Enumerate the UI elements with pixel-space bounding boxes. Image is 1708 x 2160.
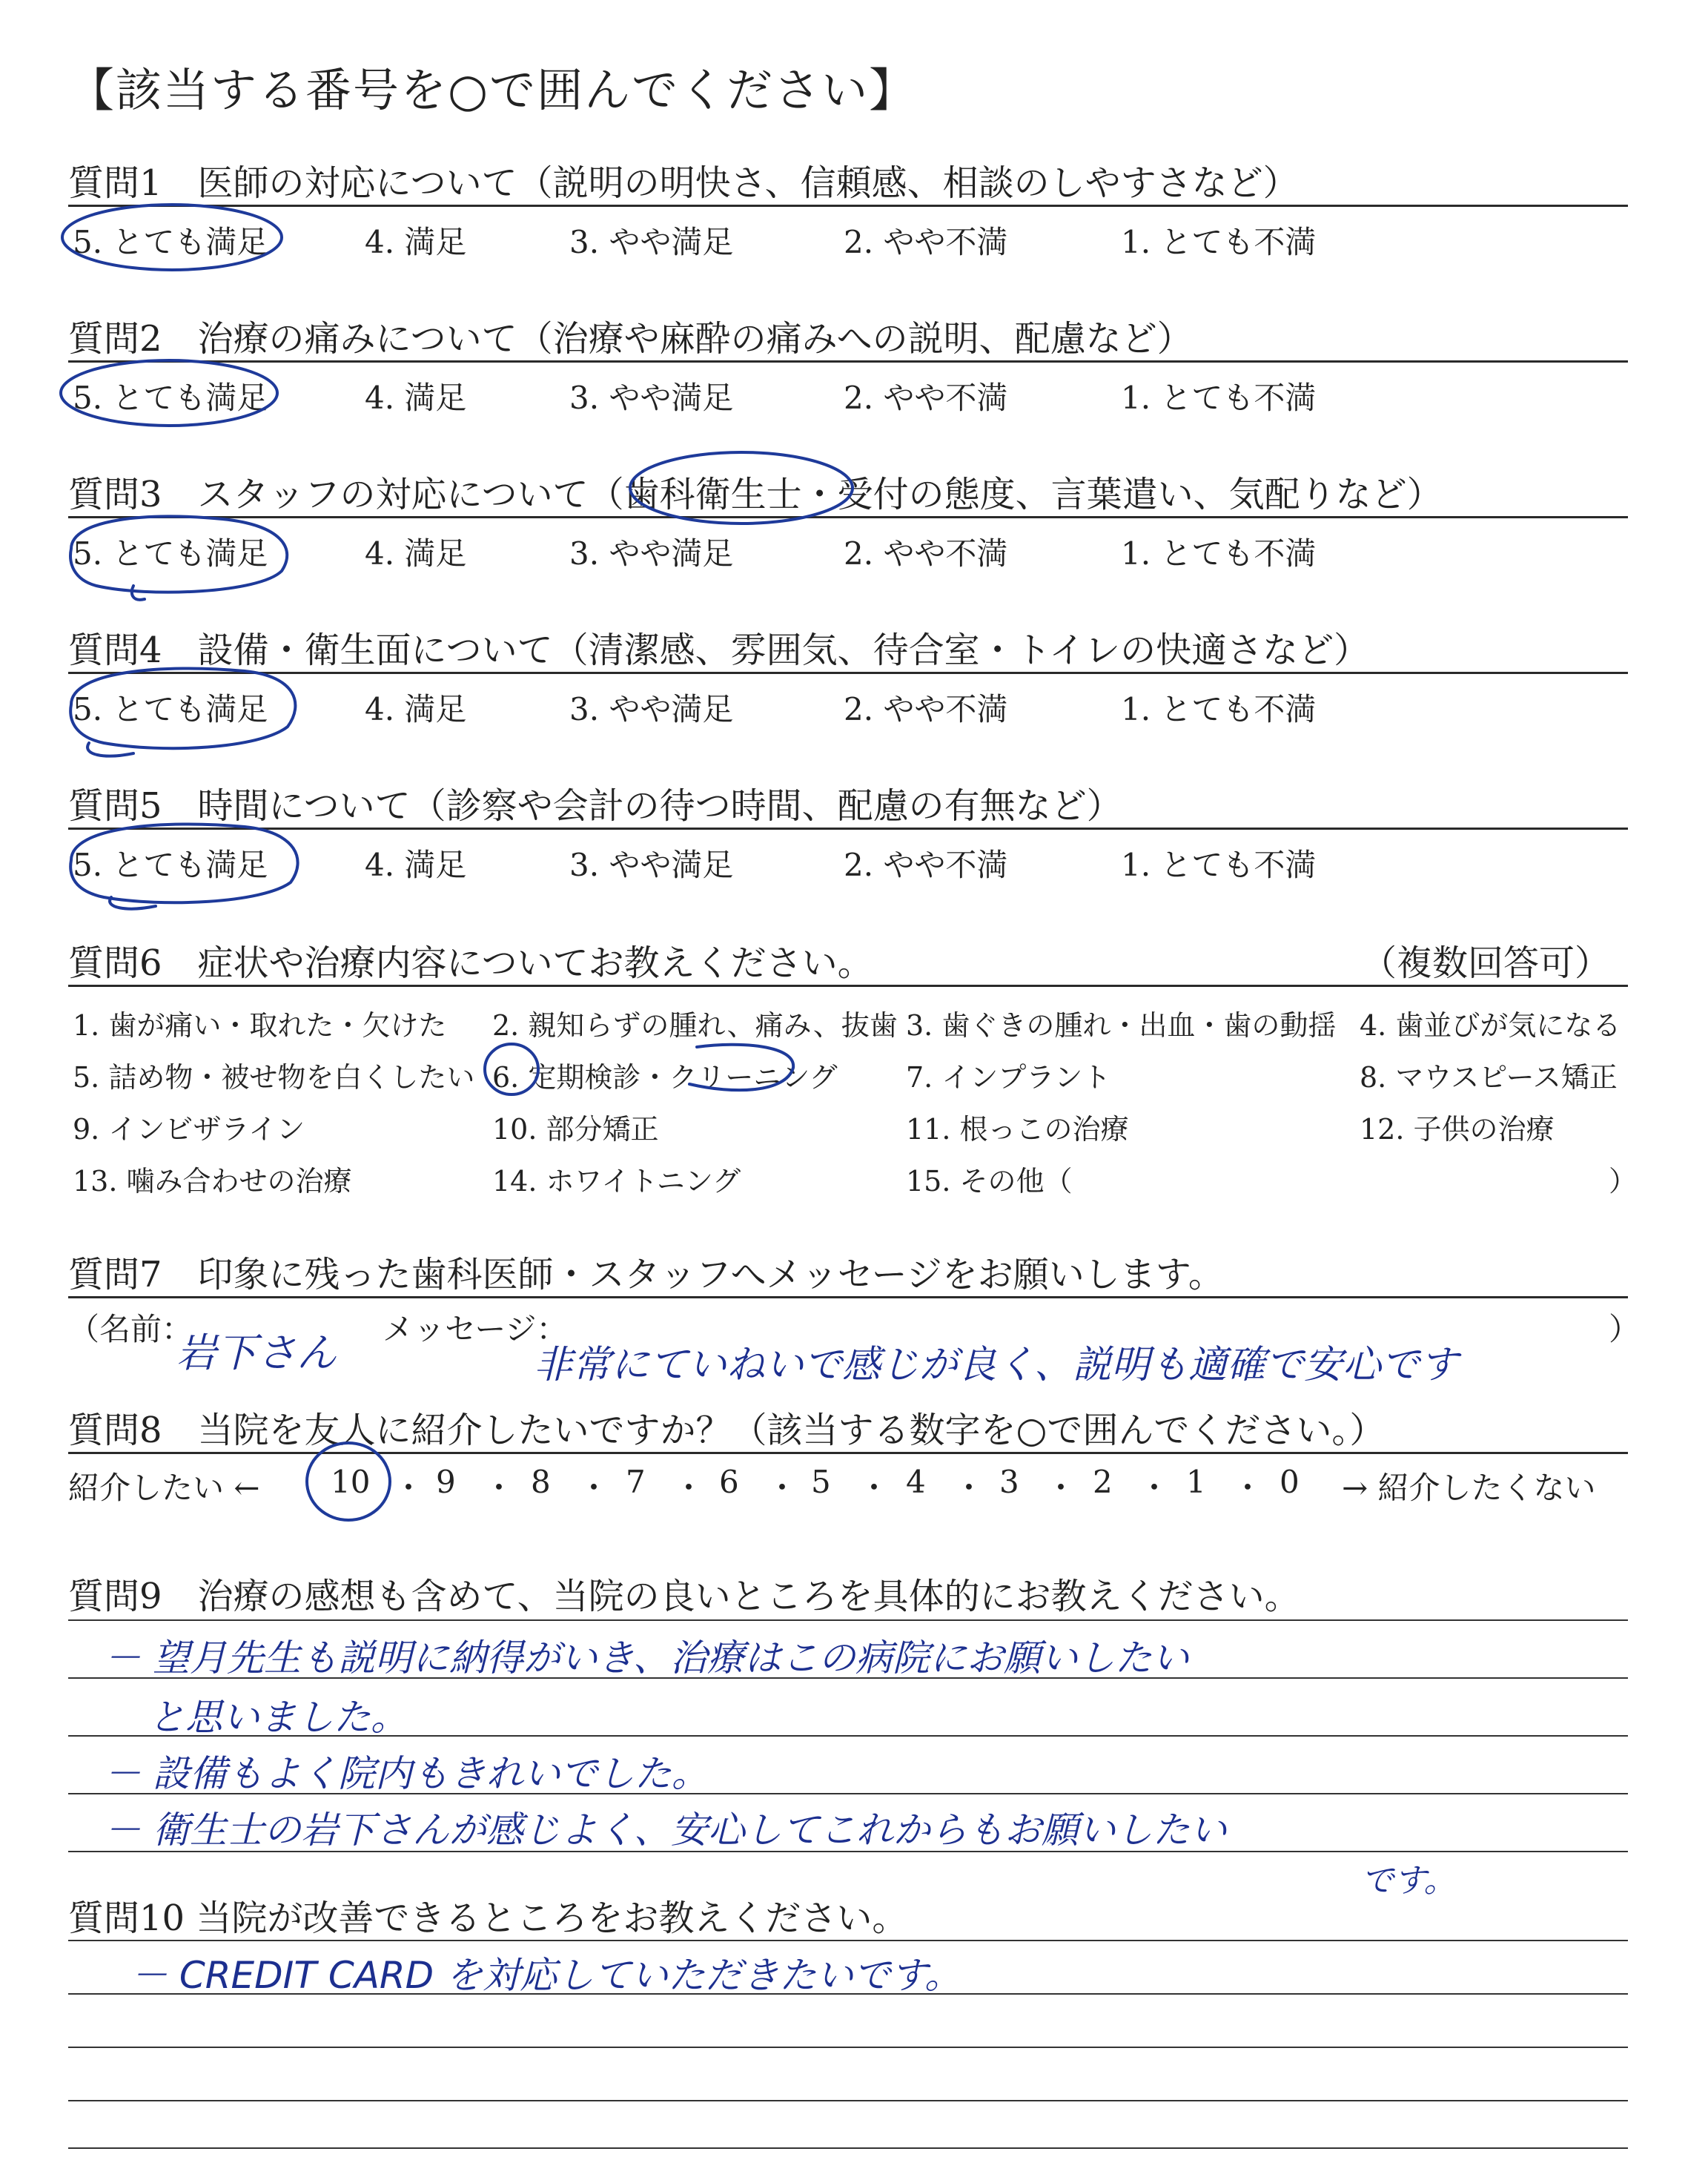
q8-left-label: 紹介したい ←: [68, 1470, 260, 1506]
q3-option-3[interactable]: 3. やや満足: [569, 535, 734, 572]
q4-option-5[interactable]: 5. とても満足: [73, 691, 268, 727]
question-1-rule: [68, 205, 1628, 207]
q4-option-1[interactable]: 1. とても不満: [1121, 691, 1317, 727]
question-6-note: （複数回答可）: [1361, 942, 1611, 984]
question-2-title: 質問2 治療の痛みについて（治療や麻酔の痛みへの説明、配慮など）: [68, 318, 1193, 360]
q8-value-3[interactable]: 3: [999, 1464, 1019, 1500]
question-8-rule: [68, 1452, 1628, 1454]
q5-option-1[interactable]: 1. とても不満: [1121, 847, 1317, 883]
q6-option-14[interactable]: 14. ホワイトニング: [492, 1165, 741, 1198]
form-header: 【該当する番号を○で囲んでください】: [68, 63, 917, 117]
q5-option-2[interactable]: 2. やや不満: [844, 847, 1008, 883]
q6-option-4[interactable]: 4. 歯並びが気になる: [1360, 1009, 1621, 1042]
q9-answer-line-1[interactable]: － 望月先生も説明に納得がいき、治療はこの病院にお願いしたい: [104, 1636, 1189, 1680]
q2-option-5[interactable]: 5. とても満足: [73, 380, 268, 416]
q7-close-paren: ）: [1609, 1311, 1641, 1347]
q9-writing-line: [68, 1619, 1628, 1621]
q8-value-6[interactable]: 6: [719, 1464, 739, 1500]
q10-writing-line: [68, 2100, 1628, 2101]
q1-option-4[interactable]: 4. 満足: [365, 224, 467, 260]
q8-value-10[interactable]: 10: [331, 1464, 371, 1500]
q7-message-handwritten[interactable]: 非常にていねいで感じが良く、説明も適確で安心です: [534, 1343, 1458, 1387]
q5-option-4[interactable]: 4. 満足: [365, 847, 467, 883]
q6-option-7[interactable]: 7. インプラント: [906, 1061, 1111, 1094]
q8-dot: ・: [858, 1470, 890, 1506]
question-5-title: 質問5 時間について（診察や会計の待つ時間、配慮の有無など）: [68, 785, 1122, 827]
q4-option-4[interactable]: 4. 満足: [365, 691, 467, 727]
q8-dot: ・: [1139, 1470, 1171, 1506]
q8-dot: ・: [1045, 1470, 1077, 1506]
question-2-rule: [68, 360, 1628, 363]
q3-option-4[interactable]: 4. 満足: [365, 535, 467, 572]
q1-option-1[interactable]: 1. とても不満: [1121, 224, 1317, 260]
q6-option-2[interactable]: 2. 親知らずの腫れ、痛み、抜歯: [492, 1009, 898, 1042]
question-9-title: 質問9 治療の感想も含めて、当院の良いところを具体的にお教えください。: [68, 1576, 1300, 1617]
q5-option-3[interactable]: 3. やや満足: [569, 847, 734, 883]
question-5-rule: [68, 828, 1628, 830]
q3-option-5[interactable]: 5. とても満足: [73, 535, 268, 572]
q6-option-9[interactable]: 9. インビザライン: [73, 1113, 305, 1146]
q1-option-3[interactable]: 3. やや満足: [569, 224, 734, 260]
q2-option-2[interactable]: 2. やや不満: [844, 380, 1008, 416]
q8-dot: ・: [578, 1470, 610, 1506]
q6-option-11[interactable]: 11. 根っこの治療: [906, 1113, 1129, 1146]
q8-dot: ・: [767, 1470, 798, 1506]
question-3-rule: [68, 516, 1628, 518]
q6-option-12[interactable]: 12. 子供の治療: [1360, 1113, 1555, 1146]
question-7-rule: [68, 1296, 1628, 1298]
question-4-title: 質問4 設備・衛生面について（清潔感、雰囲気、待合室・トイレの快適さなど）: [68, 630, 1370, 671]
q2-option-3[interactable]: 3. やや満足: [569, 380, 734, 416]
q8-value-9[interactable]: 9: [436, 1464, 456, 1500]
q2-option-1[interactable]: 1. とても不満: [1121, 380, 1317, 416]
question-8-title: 質問8 当院を友人に紹介したいですか？（該当する数字を○で囲んでください。）: [68, 1410, 1386, 1451]
question-1-title: 質問1 医師の対応について（説明の明快さ、信頼感、相談のしやすさなど）: [68, 162, 1299, 204]
q6-option-13[interactable]: 13. 噛み合わせの治療: [73, 1165, 352, 1198]
q5-option-5[interactable]: 5. とても満足: [73, 847, 268, 883]
question-6-title: 質問6 症状や治療内容についてお教えください。: [68, 942, 873, 984]
q9-answer-line-2[interactable]: と思いました。: [148, 1696, 408, 1739]
q8-dot: ・: [673, 1470, 705, 1506]
q6-option-3[interactable]: 3. 歯ぐきの腫れ・出血・歯の動揺: [906, 1009, 1337, 1042]
question-4-rule: [68, 672, 1628, 674]
question-7-title: 質問7 印象に残った歯科医師・スタッフへメッセージをお願いします。: [68, 1254, 1224, 1295]
q6-option-1[interactable]: 1. 歯が痛い・取れた・欠けた: [73, 1009, 447, 1042]
q6-option-15[interactable]: 15. その他（: [906, 1165, 1073, 1198]
q3-option-1[interactable]: 1. とても不満: [1121, 535, 1317, 572]
question-3-title: 質問3 スタッフの対応について（歯科衛生士・受付の態度、言葉遣い、気配りなど）: [68, 474, 1443, 515]
question-6-rule: [68, 985, 1628, 987]
q7-message-label: メッセージ：: [383, 1311, 568, 1347]
q9-answer-line-4[interactable]: － 衛生士の岩下さんが感じよく、安心してこれからもお願いしたい: [104, 1809, 1227, 1852]
q8-value-5[interactable]: 5: [811, 1464, 831, 1500]
q7-name-label: （名前：: [68, 1311, 193, 1347]
q10-writing-line: [68, 1940, 1628, 1941]
q8-value-4[interactable]: 4: [906, 1464, 926, 1500]
q8-value-7[interactable]: 7: [626, 1464, 646, 1500]
q7-name-handwritten[interactable]: 岩下さん: [176, 1330, 337, 1376]
q9-answer-line-5[interactable]: です。: [1361, 1862, 1457, 1900]
q6-option-8[interactable]: 8. マウスピース矯正: [1360, 1061, 1618, 1094]
q8-value-2[interactable]: 2: [1093, 1464, 1113, 1500]
q8-dot: ・: [393, 1470, 425, 1506]
q8-dot: ・: [953, 1470, 985, 1506]
q10-writing-line: [68, 2147, 1628, 2149]
q6-option-15-close: ）: [1609, 1165, 1638, 1198]
q8-right-label: → 紹介したくない: [1342, 1470, 1596, 1506]
q2-option-4[interactable]: 4. 満足: [365, 380, 467, 416]
q8-dot: ・: [1232, 1470, 1264, 1506]
q6-option-10[interactable]: 10. 部分矯正: [492, 1113, 659, 1146]
q9-answer-line-3[interactable]: － 設備もよく院内もきれいでした。: [104, 1752, 709, 1795]
q8-dot: ・: [483, 1470, 515, 1506]
q4-option-3[interactable]: 3. やや満足: [569, 691, 734, 727]
q8-value-1[interactable]: 1: [1186, 1464, 1206, 1500]
q10-writing-line: [68, 2047, 1628, 2048]
q3-option-2[interactable]: 2. やや不満: [844, 535, 1008, 572]
q4-option-2[interactable]: 2. やや不満: [844, 691, 1008, 727]
question-10-title: 質問10 当院が改善できるところをお教えください。: [68, 1898, 908, 1939]
q6-option-6[interactable]: 6. 定期検診・クリーニング: [492, 1061, 838, 1094]
q1-option-5[interactable]: 5. とても満足: [73, 224, 268, 260]
q6-option-5[interactable]: 5. 詰め物・被せ物を白くしたい: [73, 1061, 475, 1094]
q3-hygienist-keyword: 歯科衛生士: [623, 474, 802, 515]
q10-answer[interactable]: － CREDIT CARD を対応していただきたいです。: [130, 1954, 962, 1997]
q1-option-2[interactable]: 2. やや不満: [844, 224, 1008, 260]
q8-value-0[interactable]: 0: [1280, 1464, 1300, 1500]
q8-value-8[interactable]: 8: [531, 1464, 551, 1500]
